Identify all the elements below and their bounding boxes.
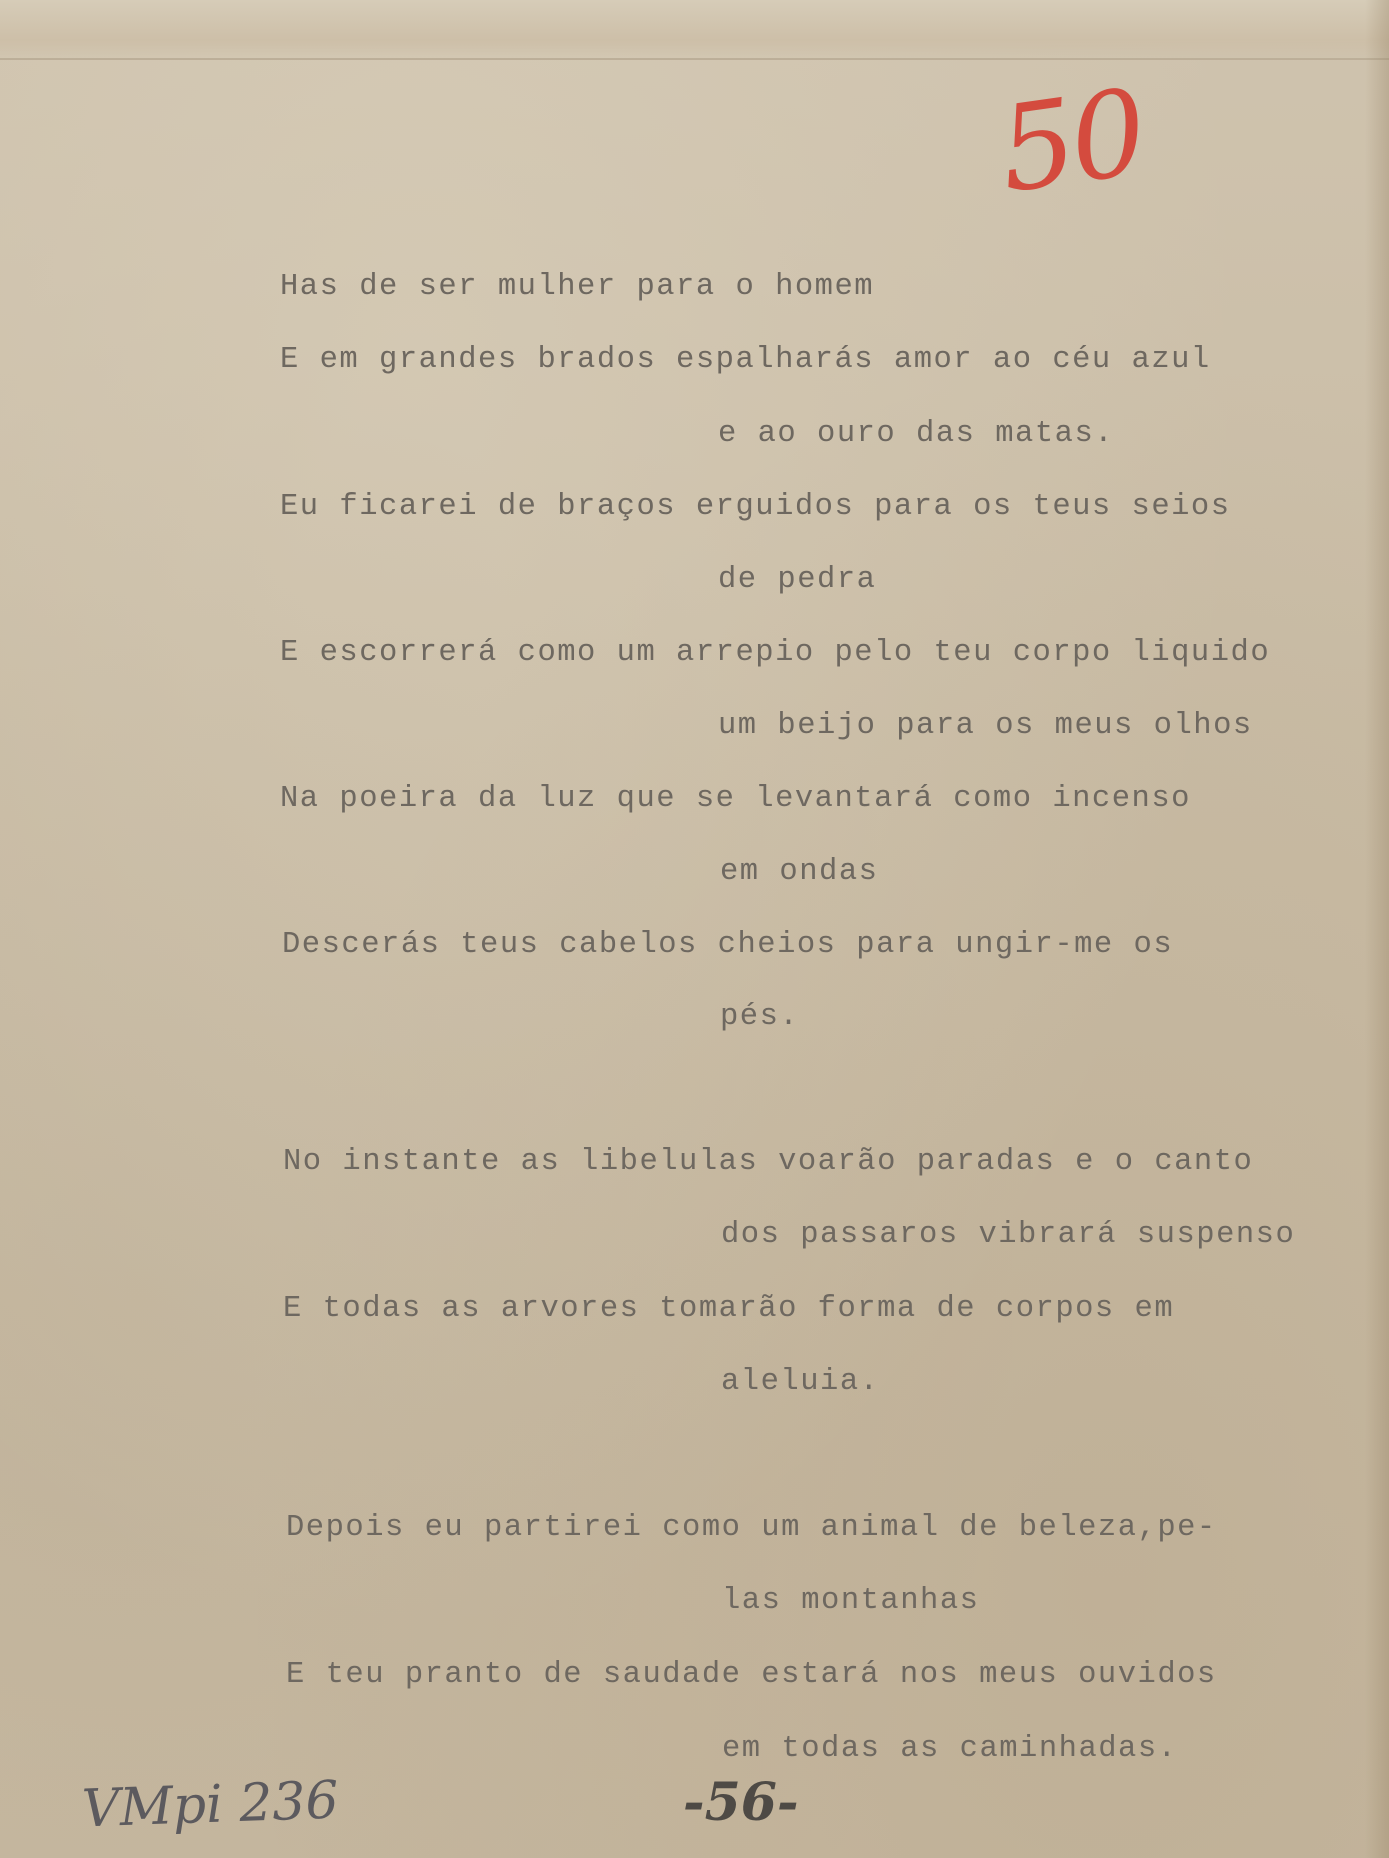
poem-line: dos passaros vibrará suspenso [721, 1218, 1296, 1252]
poem-line: E teu pranto de saudade estará nos meus ouvidos [286, 1658, 1217, 1692]
poem-line: de pedra [718, 563, 877, 597]
poem-line: em ondas [720, 855, 879, 889]
folio-number: 50 [991, 62, 1152, 220]
poem-line: aleluia. [721, 1365, 880, 1399]
poem-line: las montanhas [722, 1584, 980, 1618]
poem-line: Has de ser mulher para o homem [280, 270, 875, 304]
poem-line: Descerás teus cabelos cheios para ungir-me os [282, 928, 1174, 962]
poem-line: pés. [720, 1000, 800, 1034]
poem-line: Depois eu partirei como um animal de beleza,pe- [286, 1511, 1217, 1545]
poem-line: E todas as arvores tomarão forma de corpos em [283, 1292, 1175, 1326]
poem-line: em todas as caminhadas. [722, 1732, 1178, 1766]
poem-line: um beijo para os meus olhos [718, 709, 1253, 743]
poem-line: E em grandes brados espalharás amor ao céu azul [280, 343, 1211, 377]
paper-right-edge [1365, 0, 1389, 1858]
poem-line: e ao ouro das matas. [718, 417, 1115, 451]
poem-line: No instante as libelulas voarão paradas e o canto [283, 1145, 1254, 1179]
paper-top-fold [0, 0, 1389, 60]
archive-reference: VMpi 236 [81, 1770, 340, 1840]
poem-line: Eu ficarei de braços erguidos para os teus seios [280, 490, 1231, 524]
poem-line: E escorrerá como um arrepio pelo teu corpo liquido [280, 636, 1271, 670]
page-number: -56- [683, 1772, 799, 1833]
poem-line: Na poeira da luz que se levantará como incenso [280, 782, 1191, 816]
